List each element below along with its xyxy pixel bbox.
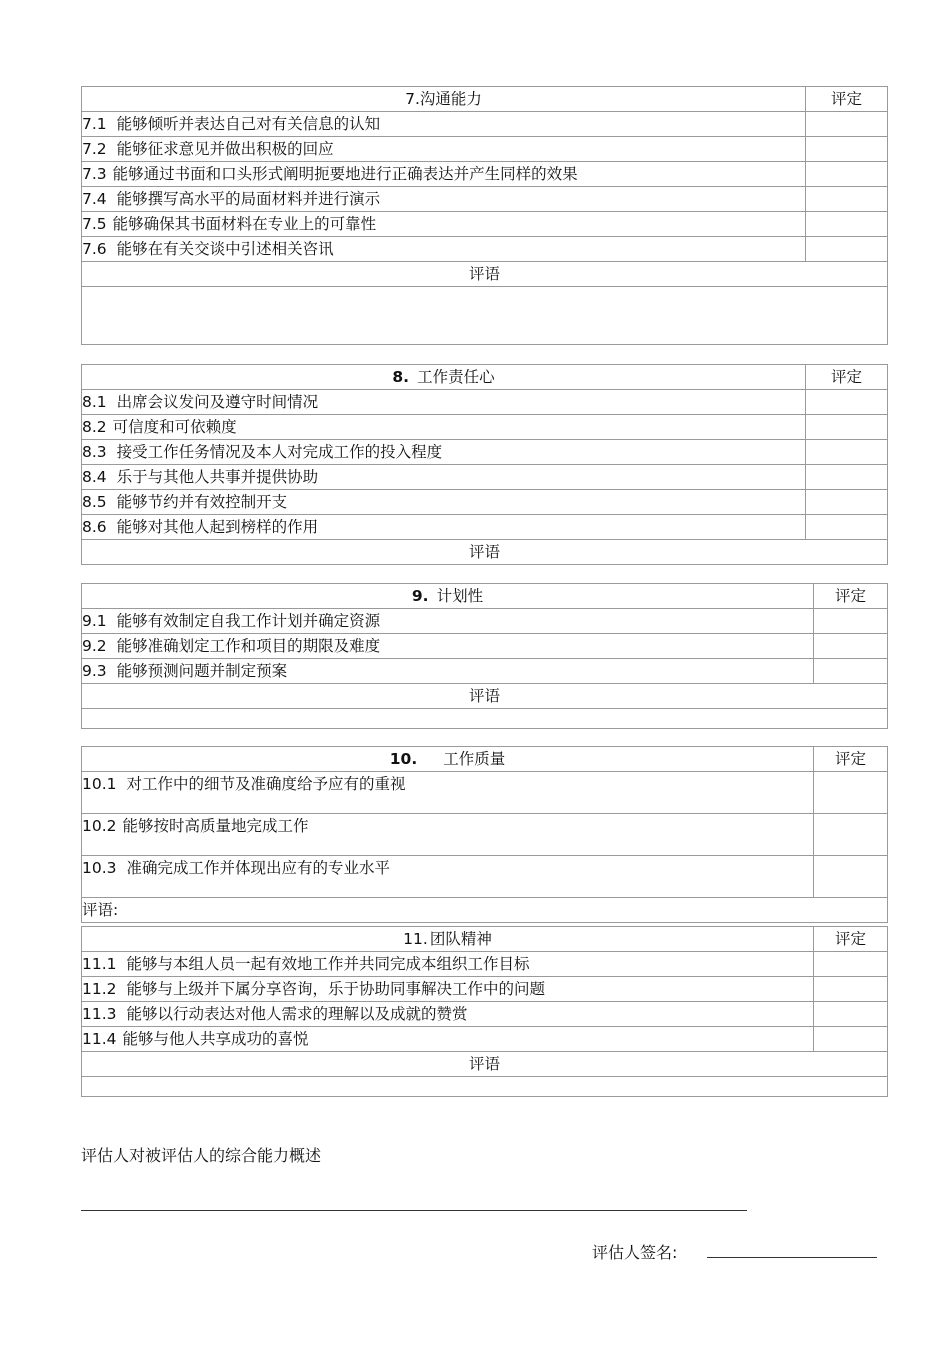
item-text: 能够与本组人员一起有效地工作并共同完成本组织工作目标 [126,955,530,973]
item-number: 11.3 [82,1005,117,1023]
criteria-row [82,212,888,237]
item-text: 能够撰写高水平的局面材料并进行演示 [116,190,381,208]
item-number: 7.6 [82,240,107,258]
criteria-row [82,1027,888,1052]
rating-cell[interactable] [814,952,888,977]
rating-cell[interactable] [814,1002,888,1027]
item-number: 7.3 [82,165,107,183]
section-8-table [81,364,888,565]
criteria-row [82,977,888,1002]
rating-cell[interactable] [814,977,888,1002]
item-number: 7.1 [82,115,107,133]
item-number: 10.3 [82,859,117,877]
item-text: 对工作中的细节及准确度给予应有的重视 [126,775,406,793]
comment-header-row [82,898,888,923]
section-header-row [82,747,888,772]
signature-input-line[interactable] [707,1257,877,1258]
rating-cell[interactable] [814,856,888,898]
item-text: 能够倾听并表达自己对有关信息的认知 [116,115,381,133]
item-number: 7.4 [82,190,107,208]
section-header-row [82,87,888,112]
comment-header-row [82,262,888,287]
item-text: 出席会议发问及遵守时间情况 [116,393,319,411]
item-number: 8.3 [82,443,107,461]
item-number: 11.2 [82,980,117,998]
section-title: 10. 工作质量 [82,747,814,772]
criteria-row [82,490,888,515]
item-text: 能够在有关交谈中引述相关咨讯 [116,240,334,258]
item-text: 乐于与其他人共事并提供协助 [116,468,319,486]
comment-label: 评语 [82,684,888,709]
rating-cell[interactable] [806,440,888,465]
comment-label: 评语 [82,262,888,287]
rating-cell[interactable] [806,137,888,162]
item-text: 能够以行动表达对他人需求的理解以及成就的赞赏 [126,1005,468,1023]
criteria-row [82,856,888,898]
comment-area[interactable] [82,287,888,345]
item-number: 10.1 [82,775,117,793]
criteria-row [82,465,888,490]
item-text: 可信度和可依赖度 [112,418,237,436]
criteria-row [82,137,888,162]
item-text: 能够与他人共享成功的喜悦 [122,1030,309,1048]
criteria-row [82,634,888,659]
item-text: 能够与上级并下属分享咨询，乐于协助同事解决工作中的问题 [126,980,546,998]
item-text: 能够征求意见并做出积极的回应 [116,140,334,158]
item-number: 8.2 [82,418,107,436]
criteria-row [82,515,888,540]
section-7-table [81,86,888,345]
item-text: 能够节约并有效控制开支 [116,493,288,511]
rating-header: 评定 [814,584,888,609]
rating-cell[interactable] [814,634,888,659]
item-text: 能够准确划定工作和项目的期限及难度 [116,637,381,655]
section-9-table [81,583,888,729]
item-number: 7.2 [82,140,107,158]
section-header-row [82,584,888,609]
comment-area[interactable] [82,709,888,729]
comment-area-row [82,1077,888,1097]
item-number: 9.1 [82,612,107,630]
item-number: 11.4 [82,1030,117,1048]
item-text: 能够有效制定自我工作计划并确定资源 [116,612,381,630]
rating-header: 评定 [814,927,888,952]
criteria-row [82,390,888,415]
rating-cell[interactable] [814,1027,888,1052]
item-number: 11.1 [82,955,117,973]
rating-header: 评定 [806,87,888,112]
rating-cell[interactable] [806,212,888,237]
section-title: 11. 团队精神 [82,927,814,952]
criteria-row [82,440,888,465]
rating-cell[interactable] [806,237,888,262]
comment-label: 评语 [82,1052,888,1077]
section-title: 7.沟通能力 [82,87,806,112]
rating-cell[interactable] [814,659,888,684]
item-text: 能够对其他人起到榜样的作用 [116,518,319,536]
item-text: 能够按时高质量地完成工作 [122,817,309,835]
section-title: 9. 计划性 [82,584,814,609]
rating-header: 评定 [814,747,888,772]
criteria-row [82,1002,888,1027]
section-header-row [82,927,888,952]
section-10-table [81,746,888,923]
criteria-row [82,659,888,684]
rating-cell[interactable] [806,112,888,137]
item-text: 能够通过书面和口头形式阐明扼要地进行正确表达并产生同样的效果 [112,165,578,183]
item-text: 接受工作任务情况及本人对完成工作的投入程度 [116,443,443,461]
criteria-row [82,237,888,262]
item-number: 9.2 [82,637,107,655]
criteria-row [82,772,888,814]
section-header-row [82,365,888,390]
rating-cell[interactable] [806,187,888,212]
item-number: 10.2 [82,817,117,835]
section-title: 8. 工作责任心 [82,365,806,390]
item-number: 8.5 [82,493,107,511]
criteria-row [82,952,888,977]
rating-cell[interactable] [814,772,888,814]
rating-cell[interactable] [806,390,888,415]
rating-cell[interactable] [806,162,888,187]
rating-cell[interactable] [806,490,888,515]
rating-header: 评定 [806,365,888,390]
comment-label: 评语: [82,898,888,923]
item-text: 准确完成工作并体现出应有的专业水平 [126,859,391,877]
comment-area-row [82,287,888,345]
signature-label: 评估人签名: [592,1243,678,1262]
rating-cell[interactable] [814,814,888,856]
section-11-table [81,926,888,1097]
comment-area-row [82,709,888,729]
item-number: 9.3 [82,662,107,680]
rating-cell[interactable] [806,465,888,490]
rating-cell[interactable] [806,515,888,540]
comment-label: 评语 [82,540,888,565]
rating-cell[interactable] [806,415,888,440]
rating-cell[interactable] [814,609,888,634]
item-number: 7.5 [82,215,107,233]
criteria-row [82,112,888,137]
comment-header-row [82,540,888,565]
item-number: 8.6 [82,518,107,536]
item-number: 8.4 [82,468,107,486]
criteria-row [82,415,888,440]
summary-input-line[interactable] [81,1210,747,1211]
summary-label: 评估人对被评估人的综合能力概述 [81,1146,322,1165]
item-text: 能够确保其书面材料在专业上的可靠性 [112,215,377,233]
item-text: 能够预测问题并制定预案 [116,662,288,680]
criteria-row [82,609,888,634]
criteria-row [82,162,888,187]
comment-header-row [82,684,888,709]
criteria-row [82,187,888,212]
comment-header-row [82,1052,888,1077]
comment-area[interactable] [82,1077,888,1097]
criteria-row [82,814,888,856]
item-number: 8.1 [82,393,107,411]
